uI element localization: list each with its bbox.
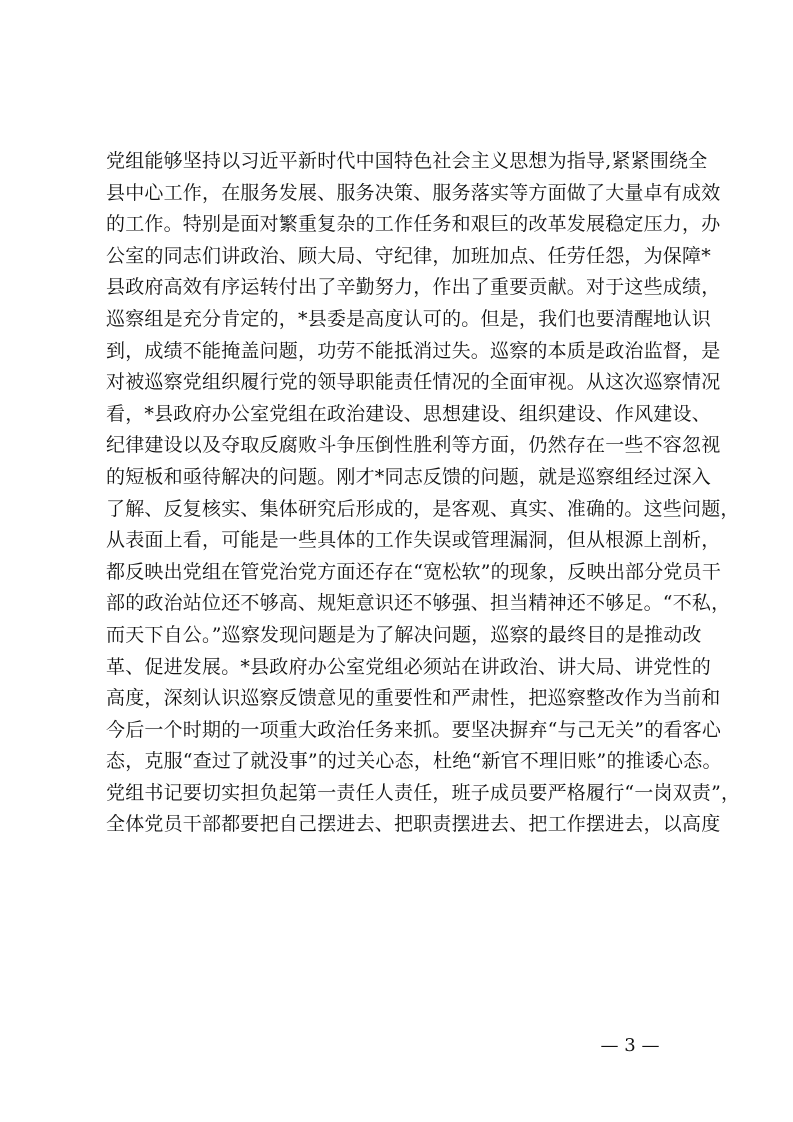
- text-line: 巡察组是充分肯定的，*县委是高度认可的。但是，我们也要清醒地认识: [106, 307, 711, 330]
- text-line: 高度，深刻认识巡察反馈意见的重要性和严肃性，把巡察整改作为当前和: [106, 687, 721, 710]
- text-line: 的短板和亟待解决的问题。刚才*同志反馈的问题，就是巡察组经过深入: [106, 465, 711, 488]
- text-line: 了解、反复核实、集体研究后形成的，是客观、真实、准确的。这些问题，: [106, 497, 740, 520]
- text-line: 从表面上看，可能是一些具体的工作失误或管理漏洞，但从根源上剖析，: [106, 529, 721, 552]
- text-line: 都反映出党组在管党治党方面还存在“宽松软”的现象，反映出部分党员干: [106, 560, 722, 583]
- text-line: 县政府高效有序运转付出了辛勤努力，作出了重要贡献。对于这些成绩，: [106, 276, 721, 299]
- text-line: 的工作。特别是面对繁重复杂的工作任务和艰巨的改革发展稳定压力，办: [106, 213, 721, 236]
- text-line: 县中心工作，在服务发展、服务决策、服务落实等方面做了大量卓有成效: [106, 181, 721, 204]
- text-line: 而天下自公。”巡察发现问题是为了解决问题，巡察的最终目的是推动改: [106, 623, 702, 646]
- text-line: 部的政治站位还不够高、规矩意识还不够强、担当精神还不够足。“不私，: [106, 592, 731, 615]
- page-number: — 3 —: [600, 1035, 660, 1056]
- text-line: 公室的同志们讲政治、顾大局、守纪律，加班加点、任劳任怨，为保障*: [106, 244, 711, 267]
- text-line: 看，*县政府办公室党组在政治建设、思想建设、组织建设、作风建设、: [106, 402, 711, 425]
- text-line: 对被巡察党组织履行党的领导职能责任情况的全面审视。从这次巡察情况: [106, 371, 721, 394]
- text-line: 今后一个时期的一项重大政治任务来抓。要坚决摒弃“与己无关”的看客心: [106, 718, 722, 741]
- text-line: 态，克服“查过了就没事”的过关心态，杜绝“新官不理旧账”的推诿心态。: [106, 750, 722, 773]
- text-line: 到，成绩不能掩盖问题，功劳不能抵消过失。巡察的本质是政治监督，是: [106, 339, 721, 362]
- text-line: 党组能够坚持以习近平新时代中国特色社会主义思想为指导,紧紧围绕全: [106, 150, 708, 172]
- text-line: 党组书记要切实担负起第一责任人责任，班子成员要严格履行“一岗双责”，: [106, 781, 741, 804]
- text-line: 全体党员干部都要把自己摆进去、把职责摆进去、把工作摆进去，以高度: [106, 813, 721, 836]
- body-text: [106, 146, 741, 841]
- text-line: 革、促进发展。*县政府办公室党组必须站在讲政治、讲大局、讲党性的: [106, 655, 711, 678]
- text-line: 纪律建设以及夺取反腐败斗争压倒性胜利等方面，仍然存在一些不容忽视: [106, 434, 721, 457]
